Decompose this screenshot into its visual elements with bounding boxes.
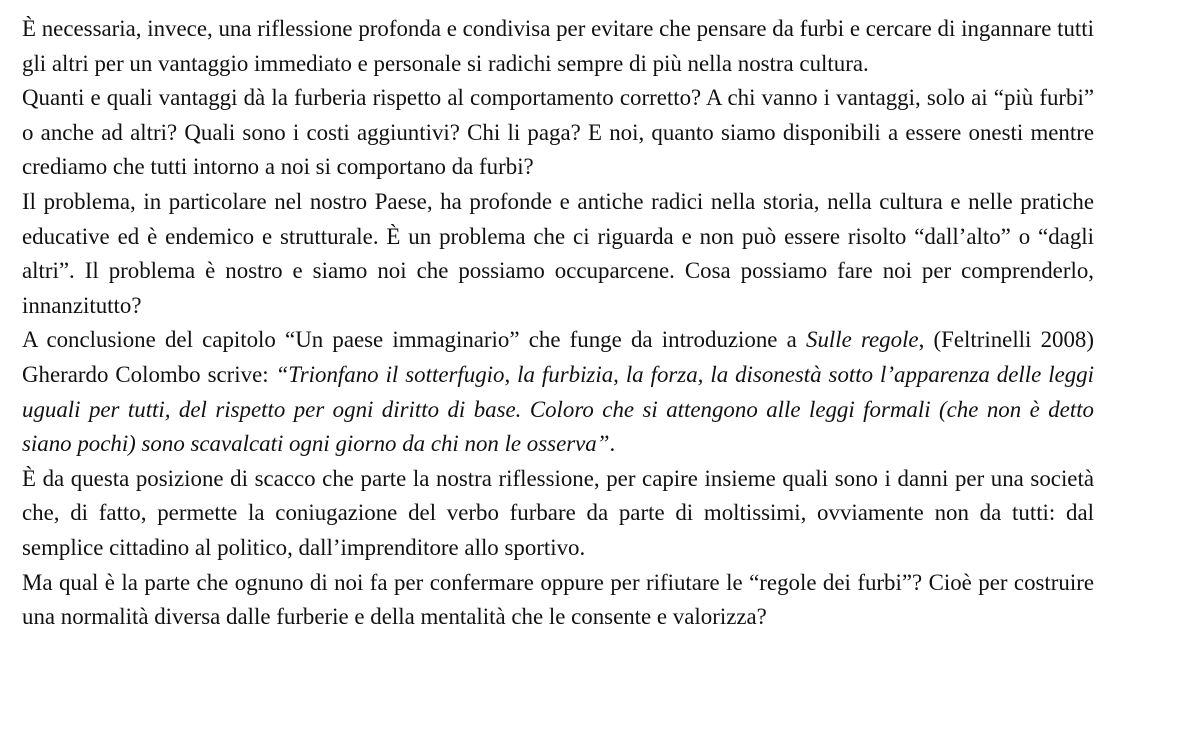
paragraph-4-intro: A conclusione del capitolo “Un paese immaginario” che funge da introduzione a <box>22 327 806 353</box>
paragraph-3: Il problema, in particolare nel nostro Paese, ha profonde e antiche radici nella storia, nella cultura e nelle pratiche educative ed è endemico e strutturale. È un problema che ci riguarda e non può essere risolto “dall’alto” o “dagli altri”. Il problema è nostro e siamo noi che possiamo occuparcene. Cosa possiamo fare noi per comprenderlo, innanzitutto? <box>22 188 1094 318</box>
paragraph-6: Ma qual è la parte che ognuno di noi fa per confermare oppure per rifiutare le “regole dei furbi”? Cioè per costruire una normalità diversa dalle furberie e della mentalità che le consente e valorizza? <box>22 569 1094 630</box>
colombo-quote: “Trionfano il sotterfugio, la furbizia, la forza, la disonestà sotto l’apparenza delle leggi uguali per tutti, del rispetto per ogni diritto di base. Coloro che si attengono alle leggi formali (che non è detto siano pochi) sono scavalcati ogni giorno da chi non le osserva” <box>22 361 1094 457</box>
paragraph-4-citation: , (Feltrinelli 2008) Gherardo Colombo scrive: <box>22 327 1094 387</box>
book-title: Sulle regole <box>806 327 919 353</box>
paragraph-4-end: . <box>609 431 616 457</box>
paragraph-2: Quanti e quali vantaggi dà la furberia rispetto al comportamento corretto? A chi vanno i vantaggi, solo ai “più furbi” o anche ad altri? Quali sono i costi aggiuntivi? Chi li paga? E noi, quanto siamo disponibili a essere onesti mentre crediamo che tutti intorno a noi si comportano da furbi? <box>22 85 1094 180</box>
paragraph-5: È da questa posizione di scacco che parte la nostra riflessione, per capire insieme quali sono i danni per una società che, di fatto, permette la coniugazione del verbo furbare da parte di moltissimi, ovviamente non da tutti: dal semplice cittadino al politico, dall’imprenditore allo sportivo. <box>22 465 1094 560</box>
paragraph-4 <box>22 323 1094 461</box>
document-body <box>22 12 1094 635</box>
paragraph-1: È necessaria, invece, una riflessione profonda e condivisa per evitare che pensare da furbi e cercare di ingannare tutti gli altri per un vantaggio immediato e personale si radichi sempre di più nella nostra cultura. <box>22 16 1094 76</box>
